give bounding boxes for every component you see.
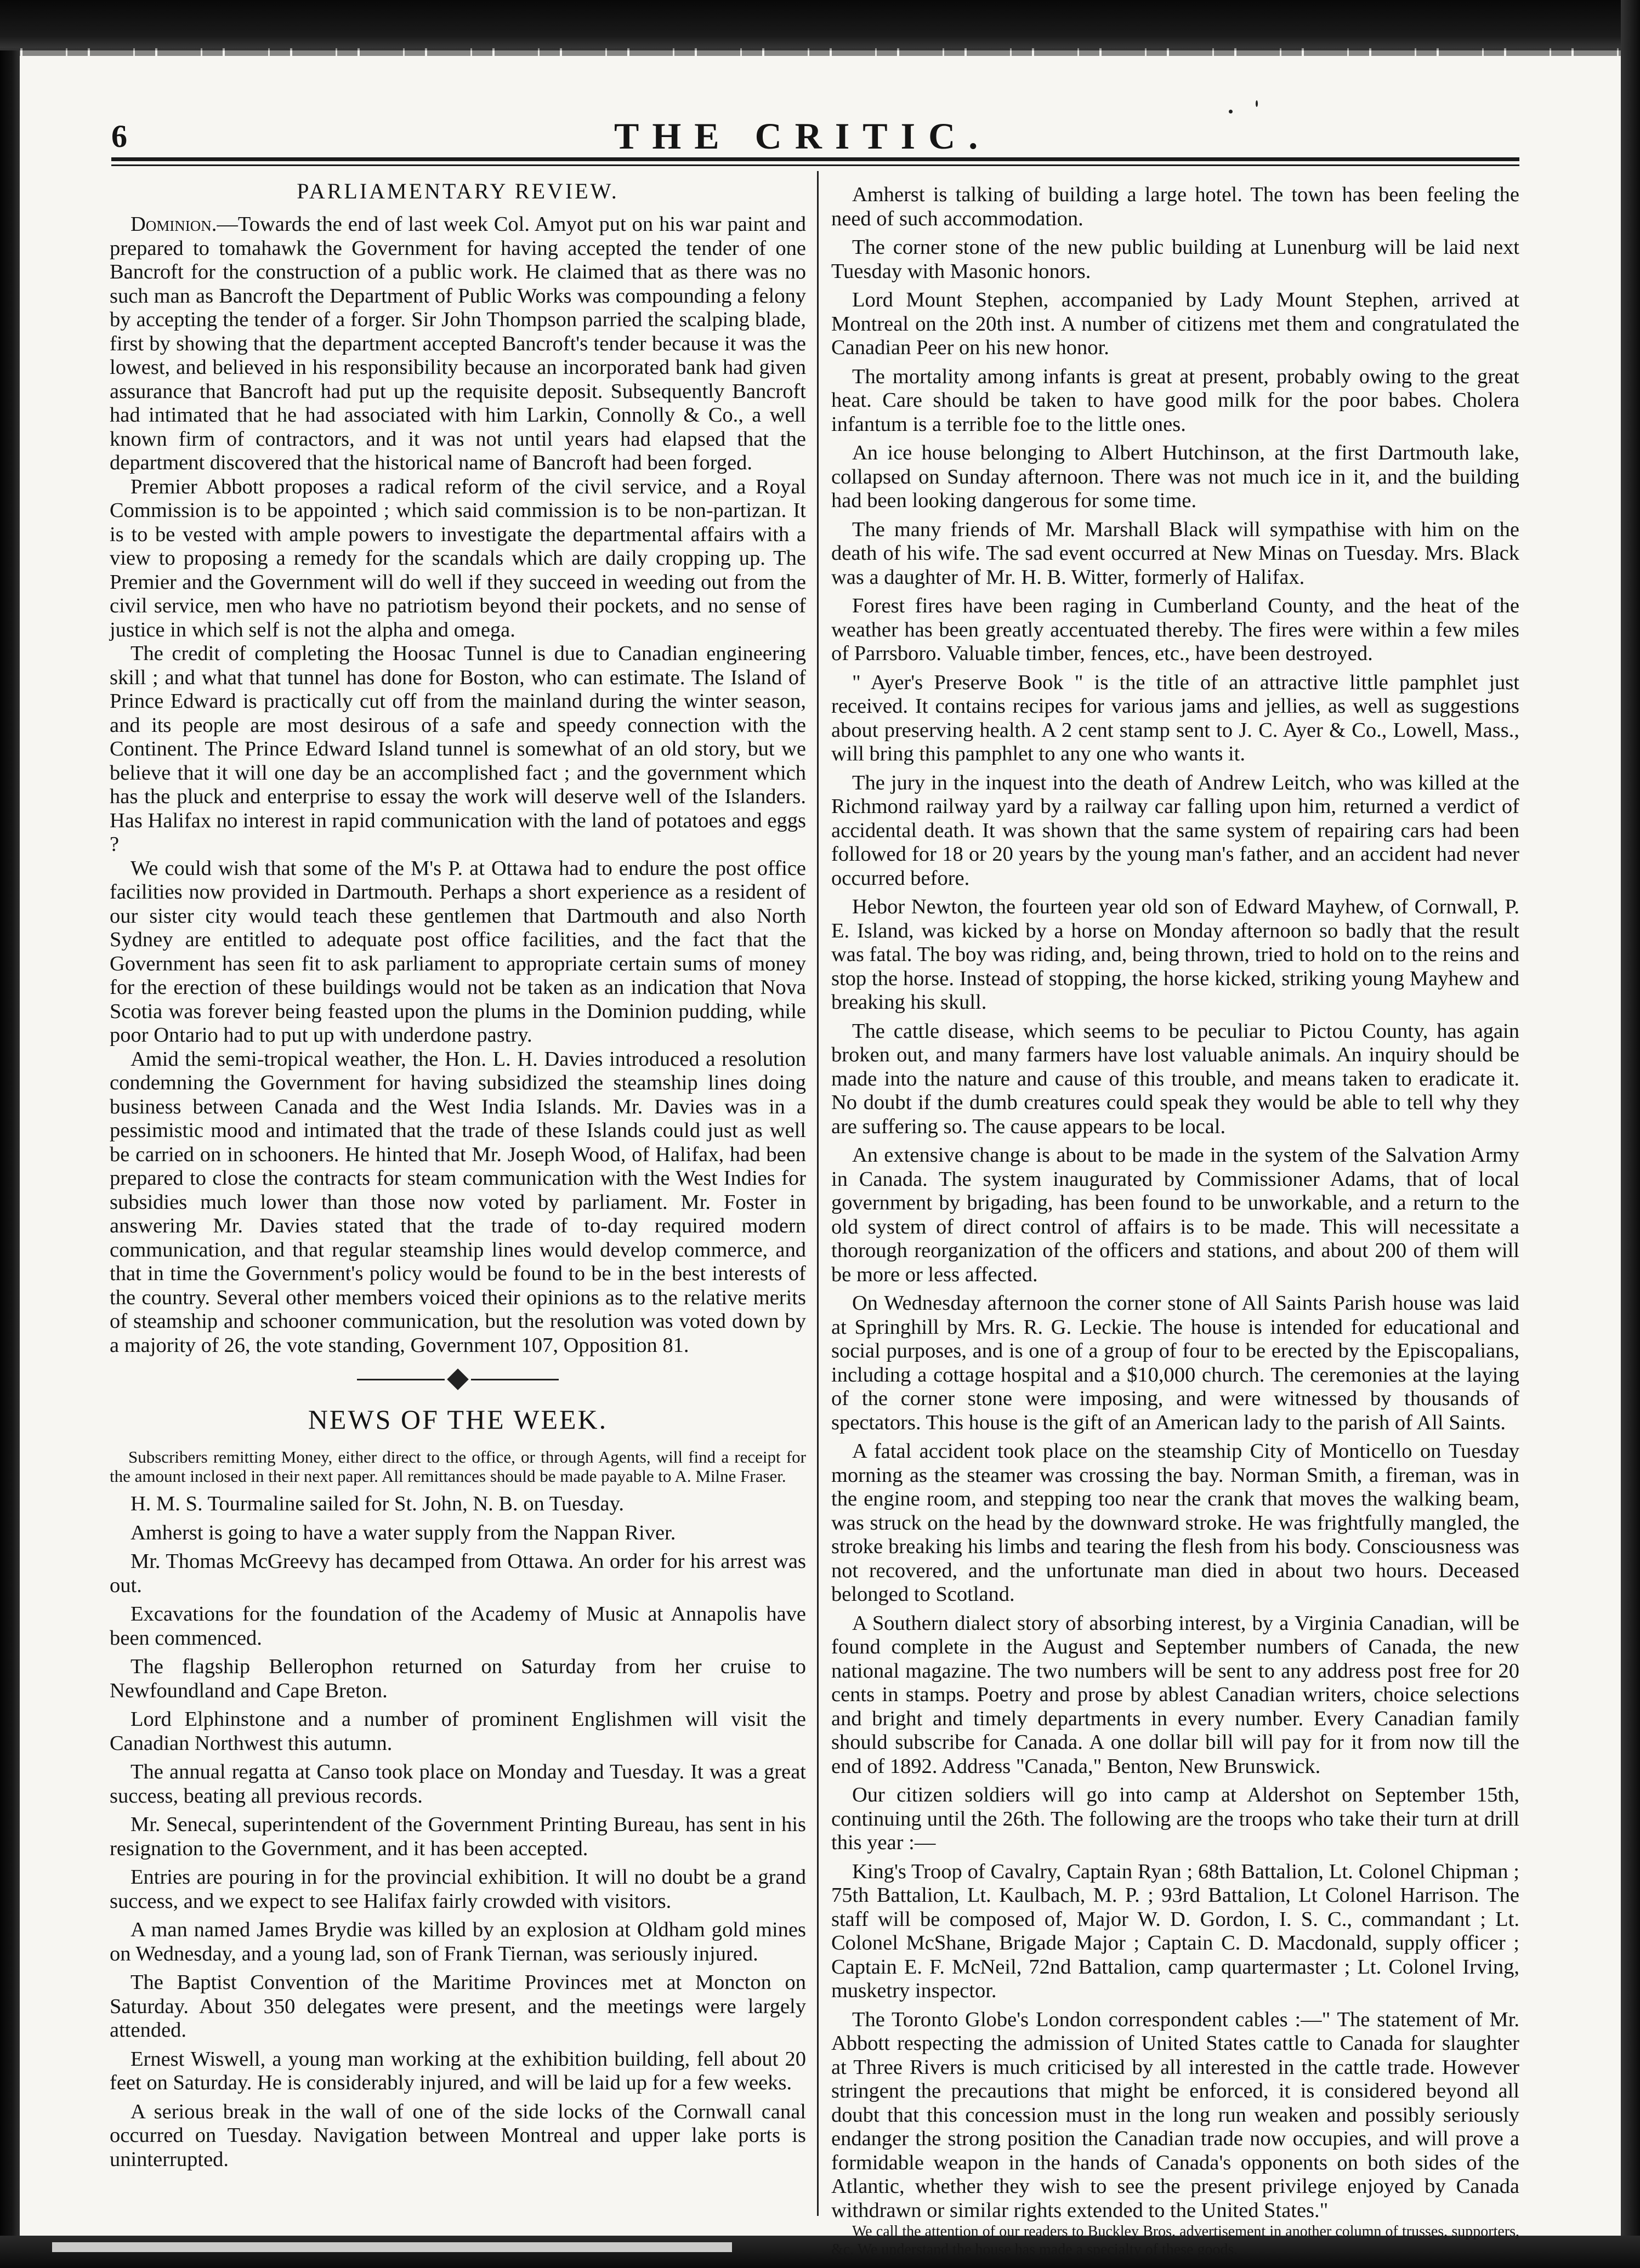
news-item: An extensive change is about to be made in the system of the Salvation Army in Canada. The system inaugurated by Commissioner Adams, that of local government by brigading, has been found to be unworkable, and a return to the old system of direct control of affairs is to be made. This will necessitate a thorough reorganization of the officers and stations, and about 200 of them will be more or less affected.: [831, 1144, 1519, 1286]
scan-speck: [1256, 100, 1258, 107]
scan-speck: [1229, 110, 1233, 113]
header-rule-thin: [111, 164, 1519, 166]
news-item: King's Troop of Cavalry, Captain Ryan ; 68th Battalion, Lt. Colonel Chipman ; 75th Battalion, Lt. Kaulbach, M. P. ; 93rd Battalion, Lt Colonel Harrison. The staff will be composed of, Major W. D. Gordon, I. S. C., commandant ; Lt. Colonel McShane, Brigade Major ; Captain C. D. Macdonald, supply officer ; Captain E. F. McNeil, 72nd Battalion, camp quartermaster ; Lt. Colonel Irving, musketry inspector.: [831, 1860, 1519, 2002]
news-item: The corner stone of the new public building at Lunenburg will be laid next Tuesday with Masonic honors.: [831, 236, 1519, 283]
scan-border-left: [0, 50, 20, 2268]
news-item: The flagship Bellerophon returned on Saturday from her cruise to Newfoundland and Cape Breton.: [110, 1655, 806, 1702]
subscriber-note: Subscribers remitting Money, either direct to the office, or through Agents, will find a receipt for the amount inclosed in their next paper. All remittances should be made payable to A. Milne Fraser.: [110, 1447, 806, 1486]
right-column: [831, 178, 1519, 2258]
news-item: The jury in the inquest into the death of Andrew Leitch, who was killed at the Richmond railway yard by a railway car falling upon him, returned a verdict of accidental death. It was shown that the same system of repairing cars had been followed for 18 or 20 years by the young man's father, and an accident had never occurred before.: [831, 771, 1519, 890]
news-item: The cattle disease, which seems to be peculiar to Pictou County, has again broken out, and many farmers have lost valuable animals. An inquiry should be made into the nature and cause of this trouble, and means taken to eradicate it. No doubt if the dumb creatures could speak they would be able to tell why they are suffering so. The cause appears to be local.: [831, 1019, 1519, 1138]
masthead-title: THE CRITIC.: [614, 115, 991, 157]
scan-bottom-mark: [52, 2242, 732, 2252]
article-paragraph: [110, 213, 806, 475]
news-item: Entries are pouring in for the provincial exhibition. It will no doubt be a grand success, and we expect to see Halifax fairly crowded with visitors.: [110, 1866, 806, 1913]
ornament-line: [357, 1379, 445, 1380]
scan-edge-noise: [0, 48, 1640, 56]
article-lead-word: Dominion.: [130, 213, 217, 236]
news-item: Lord Mount Stephen, accompanied by Lady Mount Stephen, arrived at Montreal on the 20th inst. A number of citizens met them and congratulated the Canadian Peer on his new honor.: [831, 288, 1519, 359]
news-item: " Ayer's Preserve Book " is the title of an attractive little pamphlet just received. It contains recipes for various jams and jellies, as well as suggestions about preserving health. A 2 cent stamp sent to J. C. Ayer & Co., Lowell, Mass., will bring this pamphlet to any one who wants it.: [831, 670, 1519, 765]
news-of-the-week-heading: NEWS OF THE WEEK.: [308, 1404, 608, 1435]
news-item: The annual regatta at Canso took place on Monday and Tuesday. It was a great success, beating all previous records.: [110, 1760, 806, 1807]
news-items-right: [831, 183, 1519, 2222]
article-paragraph: We could wish that some of the M's P. at Ottawa had to endure the post office facilities now provided in Dartmouth. Perhaps a short experience as a resident of our sister city would teach these gentlemen that Dartmouth and also North Sydney are entitled to adequate post office facilities, and the fact that the Government has seen fit to ask parliament to appropriate certain sums of money for the erection of these buildings would not be taken as an indication that Nova Scotia was forever being feasted upon the plums in the Dominion pudding, while poor Ontario had to put up with underdone pastry.: [110, 856, 806, 1047]
news-item: Our citizen soldiers will go into camp at Aldershot on September 15th, continuing until the 26th. The following are the troops who take their turn at drill this year :—: [831, 1783, 1519, 1854]
ornament-line: [471, 1379, 559, 1380]
ornament-diamond: [447, 1368, 469, 1390]
news-item: An ice house belonging to Albert Hutchinson, at the first Dartmouth lake, collapsed on Sunday afternoon. There was not much ice in it, and the building had been looking dangerous for some time.: [831, 441, 1519, 512]
article-paragraph: The credit of completing the Hoosac Tunnel is due to Canadian engineering skill ; and what that tunnel has done for Boston, who can estimate. The Island of Prince Edward is practically cut off from the mainland during the winter season, and its people are most desirous of a safe and speedy connection with the Continent. The Prince Edward Island tunnel is somewhat of an old story, but we believe that it will one day be an accomplished fact ; and the government which has the pluck and enterprise to essay the work will deserve well of the Islanders. Has Halifax no interest in rapid communication with the land of potatoes and eggs ?: [110, 642, 806, 856]
news-item: A serious break in the wall of one of the side locks of the Cornwall canal occurred on Tuesday. Navigation between Montreal and upper lake ports is uninterrupted.: [110, 2100, 806, 2171]
news-item: A fatal accident took place on the steamship City of Monticello on Tuesday morning as the steamer was crossing the bay. Norman Smith, a fireman, was in the engine room, and stepping too near the crank that moves the walking beam, was struck on the head by the downward stroke. He was frightfully mangled, the stroke breaking his limbs and tearing the flesh from his body. Consciousness was not recovered, and the unfortunate man died in about two hours. Deceased belonged to Scotland.: [831, 1440, 1519, 1606]
article-paragraph: Premier Abbott proposes a radical reform of the civil service, and a Royal Commission is to be appointed ; which said commission is to be non-partizan. It is to be vested with ample powers to investigate the departmental affairs with a view to proposing a remedy for the scandals which are daily cropping up. The Premier and the Government will do well if they succeed in weeding out from the civil service, men who have no patriotism beyond their pockets, and no sense of justice in which self is not the alpha and omega.: [110, 475, 806, 641]
news-item: Amherst is talking of building a large hotel. The town has been feeling the need of such accommodation.: [831, 183, 1519, 230]
news-item: The mortality among infants is great at present, probably owing to the great heat. Care should be taken to have good milk for the poor babes. Cholera infantum is a terrible foe to the little ones.: [831, 365, 1519, 436]
news-item: Hebor Newton, the fourteen year old son of Edward Mayhew, of Cornwall, P. E. Island, was kicked by a horse on Monday afternoon so badly that the result was fatal. The boy was riding, and, being thrown, tried to hold on to the reins and stop the horse. Instead of stopping, the horse kicked, striking young Mayhew and breaking his skull.: [831, 895, 1519, 1014]
news-item: Mr. Senecal, superintendent of the Government Printing Bureau, has sent in his resignation to the Government, and it has been accepted.: [110, 1813, 806, 1860]
scan-border-right: [1621, 0, 1640, 2268]
news-items-left: [110, 1492, 806, 2172]
news-item: Excavations for the foundation of the Academy of Music at Annapolis have been commenced.: [110, 1602, 806, 1650]
column-divider: [817, 171, 819, 2216]
left-column: [110, 178, 806, 2237]
news-item: A Southern dialect story of absorbing interest, by a Virginia Canadian, will be found complete in the August and September numbers of Canada, the new national magazine. The two numbers will be sent to any address post free for 20 cents in stamps. Poetry and prose by ablest Canadian writers, choice selections and bright and timely departments in every number. Every Canadian family should subscribe for Canada. A one dollar bill will pay for it from now till the end of 1892. Address "Canada," Benton, New Brunswick.: [831, 1611, 1519, 1778]
news-item: The Toronto Globe's London correspondent cables :—" The statement of Mr. Abbott respecting the admission of United States cattle to Canada for slaughter at Three Rivers is much criticised by all interested in the cattle trade. However stringent the precautions that might be enforced, it is considered beyond all doubt that this concession must in the long run weaken and possibly seriously endanger the strong position the Canadian trade now occupies, and will prove a formidable weapon in the hands of Canada's opponents on both sides of the Atlantic, whether they wish to see the present privilege enjoyed by Canada withdrawn or similar rights extended to the United States.": [831, 2008, 1519, 2222]
news-item: The Baptist Convention of the Maritime Provinces met at Moncton on Saturday. About 350 delegates were present, and the meetings were largely attended.: [110, 1971, 806, 2042]
news-item: Mr. Thomas McGreevy has decamped from Ottawa. An order for his arrest was out.: [110, 1550, 806, 1597]
news-item: Amherst is going to have a water supply from the Nappan River.: [130, 1521, 676, 1544]
article-text: —Towards the end of last week Col. Amyot put on his war paint and prepared to tomahawk the Government for having accepted the tender of one Bancroft for the construction of a public work. He claimed that as there was no such man as Bancroft the Department of Public Works was compounding a felony by accepting the tender of a forger. Sir John Thompson parried the scalping blade, first by showing that the department accepted Bancroft's tender because it was the lowest, and believed in his responsibility because an incorporated bank had given assurance that Bancroft had put up the requisite deposit. Subsequently Bancroft had intimated that he had associated with him Larkin, Connolly & Co., a well known firm of contractors, and it was not until years had elapsed that the department discovered that the historical name of Bancroft had been forged.: [110, 213, 806, 474]
article-paragraph: Amid the semi-tropical weather, the Hon. L. H. Davies introduced a resolution condemning the Government for having subsidized the steamship lines doing business between Canada and the West India Islands. Mr. Davies was in a pessimistic mood and intimated that the trade of these Islands could just as well be carried on in schooners. He hinted that Mr. Joseph Wood, of Halifax, had been prepared to close the contracts for steam communication with the West Indies for subsidies much lower than those now voted by parliament. Mr. Foster in answering Mr. Davies stated that the trade of to-day required modern communication, and that regular steamship lines would develop commerce, and that in time the Government's policy would be found to be in the best interests of the country. Several other members voiced their opinions as to the relative merits of steamship and schooner communication, but the resolution was voted down by a majority of 26, the vote standing, Government 107, Opposition 81.: [110, 1047, 806, 1357]
news-item: Forest fires have been raging in Cumberland County, and the heat of the weather has been greatly accentuated thereby. The fires were within a few miles of Parrsboro. Valuable timber, fences, etc., have been destroyed.: [831, 594, 1519, 665]
scan-border-top: [0, 0, 1640, 50]
section-divider-ornament: [110, 1363, 806, 1396]
bottom-note: We call the attention of our readers to Buckley Bros. advertisement in another column of trusses, supporters, &c. We understand the house has made a specialty of these goods.: [831, 2223, 1519, 2258]
header-rule-thick: [111, 157, 1519, 161]
news-item: The many friends of Mr. Marshall Black will sympathise with him on the death of his wife. The sad event occurred at New Minas on Tuesday. Mrs. Black was a daughter of Mr. H. B. Witter, formerly of Halifax.: [831, 518, 1519, 589]
news-item: A man named James Brydie was killed by an explosion at Oldham gold mines on Wednesday, and a young lad, son of Frank Tiernan, was seriously injured.: [110, 1918, 806, 1965]
news-item: Lord Elphinstone and a number of prominent Englishmen will visit the Canadian Northwest this autumn.: [110, 1708, 806, 1755]
news-item: Ernest Wiswell, a young man working at the exhibition building, fell about 20 feet on Saturday. He is considerably injured, and will be laid up for a few weeks.: [110, 2047, 806, 2094]
page-number: 6: [111, 118, 127, 154]
parliamentary-review-heading: PARLIAMENTARY REVIEW.: [297, 179, 619, 203]
news-item: H. M. S. Tourmaline sailed for St. John, N. B. on Tuesday.: [130, 1492, 624, 1515]
news-item: On Wednesday afternoon the corner stone of All Saints Parish house was laid at Springhill by Mrs. R. G. Leckie. The house is intended for educational and social purposes, and is one of a group of four to be erected by the Episcopalians, including a cottage hospital and a $10,000 church. The ceremonies at the laying of the corner stone were imposing, and were witnessed by thousands of spectators. This house is the gift of an American lady to the parish of All Saints.: [831, 1292, 1519, 1434]
